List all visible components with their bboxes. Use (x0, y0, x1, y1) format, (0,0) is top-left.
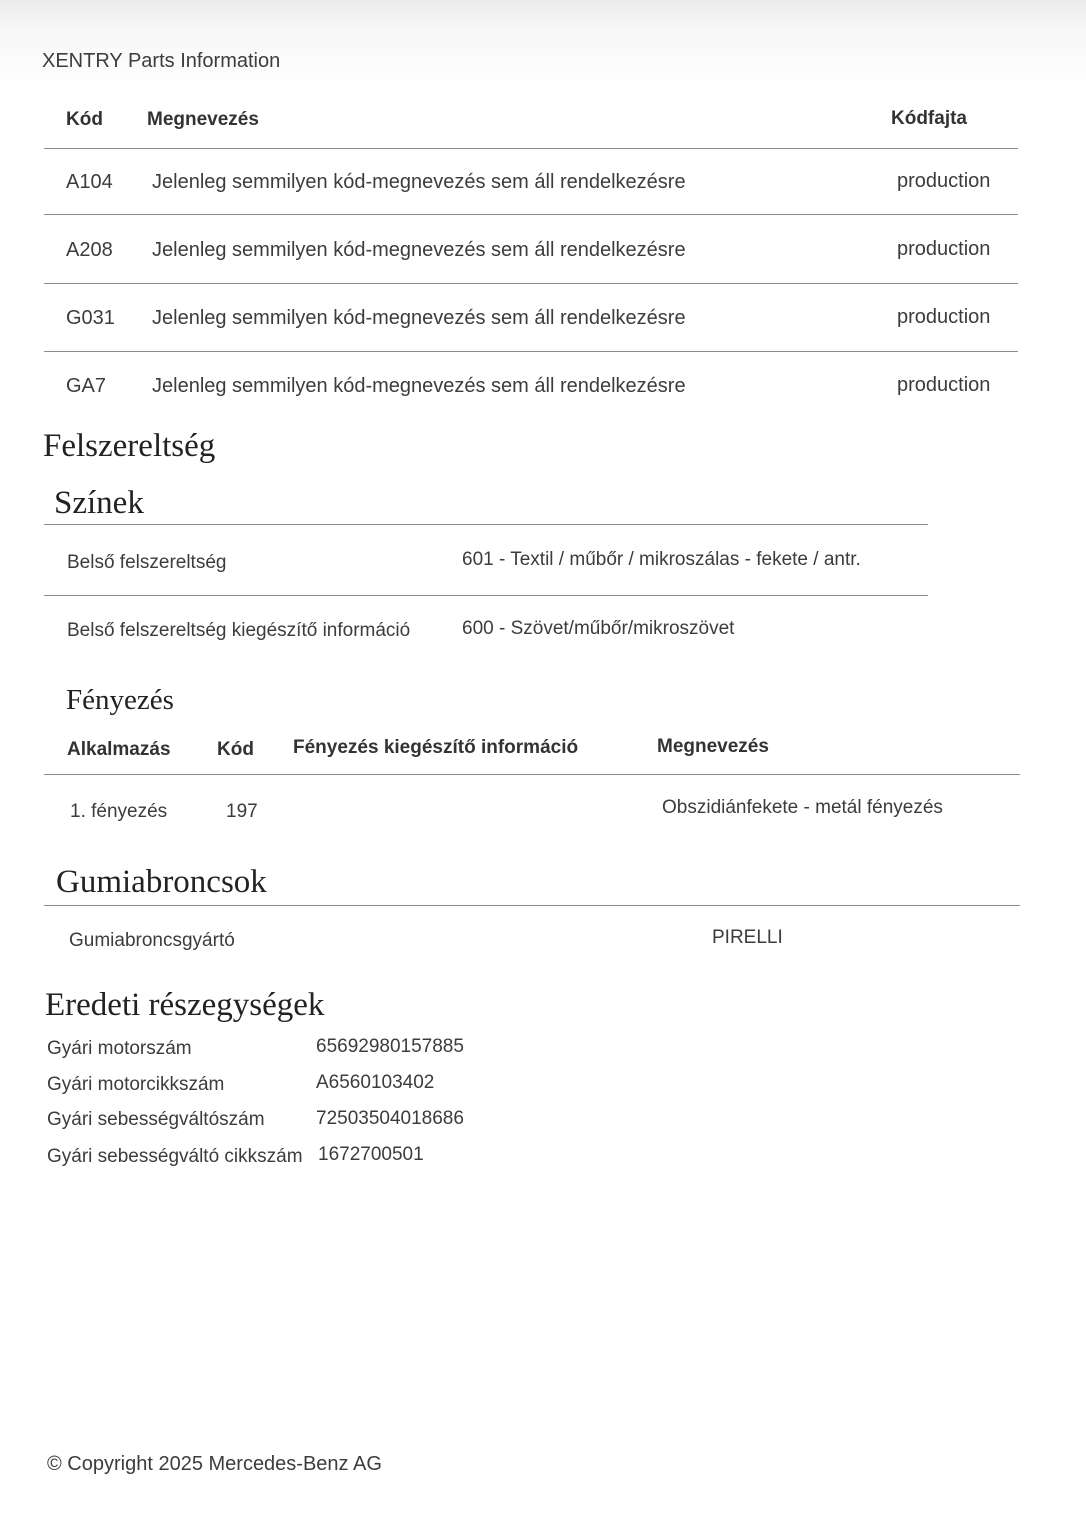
colors-value: 600 - Szövet/műbőr/mikroszövet (462, 618, 735, 639)
paint-code: 197 (226, 801, 258, 822)
paint-title: Fényezés (66, 684, 174, 716)
colors-value: 601 - Textil / műbőr / mikroszálas - fekete / antr. (462, 549, 861, 570)
part-label: Gyári motorszám (47, 1038, 192, 1059)
row-code: A104 (66, 171, 113, 193)
tyres-label: Gumiabroncsgyártó (69, 930, 235, 951)
part-label: Gyári sebességváltószám (47, 1109, 265, 1130)
table-rule (44, 148, 1018, 149)
table-rule (44, 351, 1018, 352)
row-name: Jelenleg semmilyen kód-megnevezés sem áll rendelkezésre (152, 239, 686, 261)
row-name: Jelenleg semmilyen kód-megnevezés sem áll rendelkezésre (152, 375, 686, 397)
colors-label: Belső felszereltség (67, 552, 227, 573)
row-code: G031 (66, 307, 115, 329)
row-name: Jelenleg semmilyen kód-megnevezés sem áll rendelkezésre (152, 171, 686, 193)
part-value: A6560103402 (316, 1072, 435, 1093)
copyright-footer: © Copyright 2025 Mercedes-Benz AG (47, 1453, 382, 1475)
tyres-title: Gumiabroncsok (56, 864, 267, 900)
equipment-title: Felszereltség (43, 428, 216, 464)
part-label: Gyári motorcikkszám (47, 1074, 225, 1095)
table-rule (44, 214, 1018, 215)
part-label: Gyári sebességváltó cikkszám (47, 1146, 303, 1167)
paint-header-code: Kód (217, 739, 254, 760)
page-header: XENTRY Parts Information (42, 50, 281, 72)
row-code: GA7 (66, 375, 107, 397)
row-name: Jelenleg semmilyen kód-megnevezés sem áll rendelkezésre (152, 307, 686, 329)
colors-label: Belső felszereltség kiegészítő információ (67, 620, 411, 641)
part-value: 72503504018686 (316, 1108, 464, 1129)
row-type: production (897, 238, 991, 260)
row-type: production (897, 374, 991, 396)
colors-rule (44, 595, 928, 596)
paint-name: Obszidiánfekete - metál fényezés (662, 797, 943, 818)
tyres-value: PIRELLI (712, 927, 783, 948)
original-parts-title: Eredeti részegységek (45, 987, 325, 1023)
row-type: production (897, 306, 991, 328)
row-code: A208 (66, 239, 113, 261)
colors-rule (44, 524, 928, 525)
paint-header-name: Megnevezés (657, 736, 769, 757)
paint-header-application: Alkalmazás (67, 739, 171, 760)
row-type: production (897, 170, 991, 192)
paint-application: 1. fényezés (70, 801, 168, 822)
tyres-rule (44, 905, 1020, 906)
paint-rule (44, 774, 1020, 775)
scan-top-shade (0, 0, 1086, 90)
part-value: 1672700501 (318, 1144, 424, 1165)
table-rule (44, 283, 1018, 284)
codes-header-code: Kód (66, 109, 103, 130)
colors-title: Színek (54, 485, 144, 521)
paint-header-extra: Fényezés kiegészítő információ (293, 737, 579, 758)
part-value: 65692980157885 (316, 1036, 464, 1057)
codes-header-type: Kódfajta (891, 108, 967, 129)
codes-header-name: Megnevezés (147, 109, 259, 130)
